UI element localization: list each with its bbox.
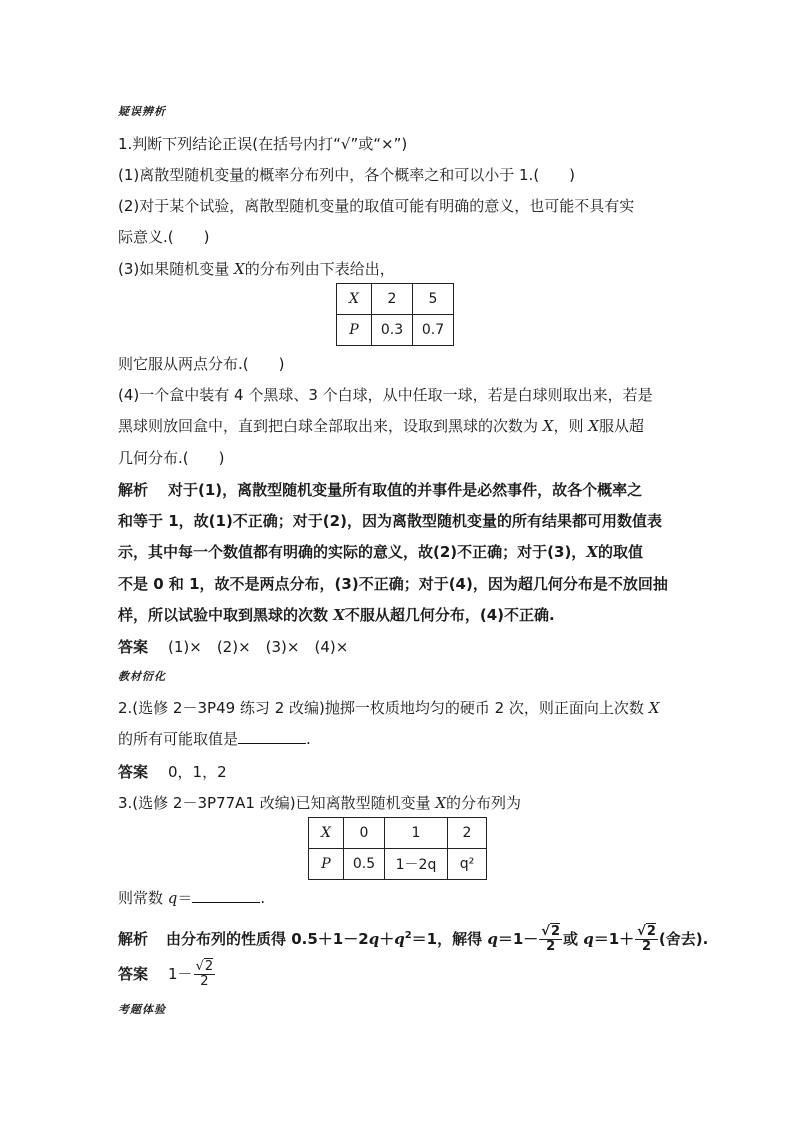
- q1-solution-line-3: 示，其中每一个数值都有明确的实际的意义，故(2)不正确；对于(3)，X的取值: [118, 543, 643, 561]
- q1-solution-line-1: 解析 对于(1)，离散型随机变量所有取值的并事件是必然事件，故各个概率之: [118, 481, 643, 499]
- table-cell: P: [337, 315, 372, 346]
- q3-line-1: 3.(选修 2－3P77A1 改编)已知离散型随机变量 X的分布列为: [118, 794, 522, 812]
- q1-solution-line-5: 样，所以试验中取到黑球的次数 X不服从超几何分布，(4)不正确.: [118, 606, 555, 624]
- table-cell: 0.5: [344, 849, 385, 880]
- q1-statement-2a: (2)对于某个试验，离散型随机变量的取值可能有明确的意义，也可能不具有实: [118, 197, 635, 215]
- fraction-sqrt2-over-2: $\frac{√2}{2}$: [195, 959, 214, 989]
- q1-statement-3c: 则它服从两点分布.( ): [118, 355, 285, 373]
- q1-solution-line-2: 和等于 1，故(1)不正确；对于(2)，因为离散型随机变量的所有结果都可用数值表: [118, 512, 662, 530]
- answer-blank: [192, 889, 260, 903]
- var-x: X: [234, 260, 245, 278]
- solution-label: 解析: [118, 481, 149, 499]
- table-cell: q²: [448, 849, 487, 880]
- table-cell: P: [309, 849, 344, 880]
- q1-distribution-table: [336, 283, 454, 346]
- fraction-sqrt2-over-2: $\frac{√2}{2}$: [541, 924, 560, 954]
- table-cell: X: [337, 284, 372, 315]
- q3-solution: 解析 由分布列的性质得 $0.5+1-2q+q^2=1$，解得 q＝1－ $\frac{√2}{2}$ 或 q＝1＋ $\frac{√2}{2}$ (舍去).: [118, 924, 709, 954]
- table-cell: 2: [372, 284, 413, 315]
- table-row: [309, 818, 487, 849]
- q1-title: 1.判断下列结论正误(在括号内打“√”或“×”): [118, 135, 408, 153]
- answer-label: 答案: [118, 965, 149, 983]
- fraction-sqrt2-over-2: $\frac{√2}{2}$: [637, 924, 656, 954]
- table-cell: 2: [448, 818, 487, 849]
- q1-statement-4a: (4)一个盒中装有 4 个黑球、3 个白球，从中任取一球，若是白球则取出来，若是: [118, 386, 653, 404]
- table-cell: 0: [344, 818, 385, 849]
- q2-answer: 答案 0，1，2: [118, 763, 227, 781]
- q2-line-1: 2.(选修 2－3P49 练习 2 改编)抛掷一枚质地均匀的硬币 2 次，则正面向上次数 X: [118, 699, 660, 717]
- table-cell: 0.3: [372, 315, 413, 346]
- q3-line-2: 则常数 q＝ .: [118, 889, 266, 907]
- table-cell: 5: [413, 284, 454, 315]
- q2-line-2: 的所有可能取值是 .: [118, 730, 311, 748]
- table-cell: 1: [385, 818, 448, 849]
- q3-distribution-table: [308, 817, 487, 880]
- q1-solution-line-4: 不是 0 和 1，故不是两点分布，(3)不正确；对于(4)，因为超几何分布是不放回抽: [118, 575, 668, 593]
- answer-label: 答案: [118, 638, 149, 656]
- table-row: [309, 849, 487, 880]
- q3-answer: 答案 1－ $\frac{√2}{2}$: [118, 959, 214, 989]
- solution-label: 解析: [118, 930, 149, 948]
- section-tag-exam: 考题体验: [118, 1003, 166, 1016]
- q1-statement-4c: 几何分布.( ): [118, 449, 225, 467]
- q1-statement-4b: 黑球则放回盒中，直到把白球全部取出来，设取到黑球的次数为 X，则 X服从超: [118, 417, 644, 435]
- q1-statement-2b: 际意义.( ): [118, 228, 210, 246]
- table-row: [337, 284, 454, 315]
- answer-blank: [238, 730, 306, 744]
- answer-label: 答案: [118, 763, 149, 781]
- table-row: [337, 315, 454, 346]
- q1-statement-3: (3)如果随机变量 X的分布列由下表给出，: [118, 260, 395, 278]
- table-cell: 0.7: [413, 315, 454, 346]
- section-tag-textbook: 教材衍化: [118, 670, 166, 683]
- table-cell: 1－2q: [385, 849, 448, 880]
- table-cell: X: [309, 818, 344, 849]
- q1-statement-1: (1)离散型随机变量的概率分布列中，各个概率之和可以小于 1.( ): [118, 166, 576, 184]
- q1-answer: 答案 (1)× (2)× (3)× (4)×: [118, 638, 349, 656]
- section-tag-error-analysis: 疑误辨析: [118, 105, 166, 118]
